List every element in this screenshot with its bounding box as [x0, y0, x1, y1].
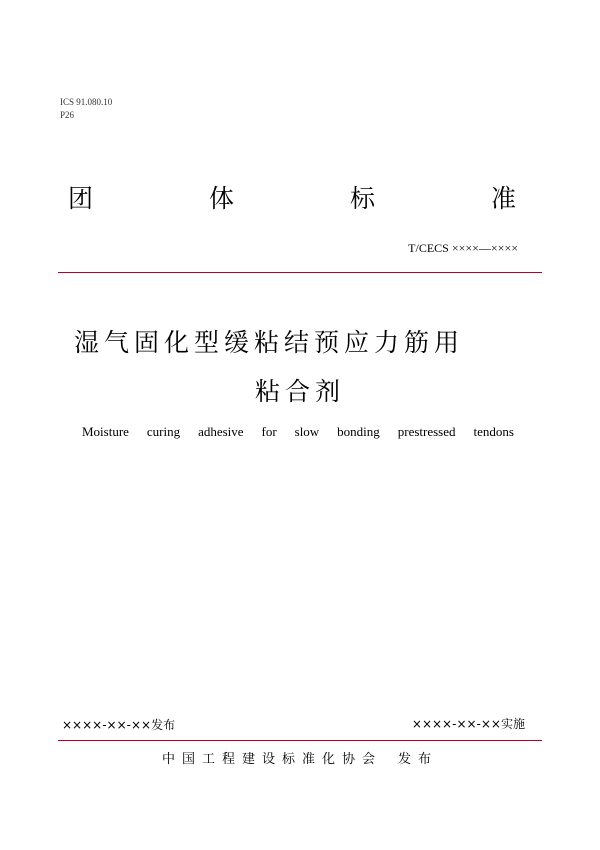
title-en [82, 424, 514, 440]
ccs-code: P26 [60, 110, 75, 120]
publisher-line [0, 750, 600, 770]
title-en-word: slow [294, 424, 320, 439]
title-en-word: Moisture [82, 424, 129, 439]
standard-type-char: 团 [68, 184, 94, 213]
top-divider [58, 272, 542, 273]
publisher-action: 发布 [398, 752, 439, 767]
title-en-word: bonding [337, 424, 380, 439]
title-en-word: for [261, 424, 277, 439]
publisher-org: 中国工程建设标准化协会 [161, 752, 382, 767]
standard-type-heading [68, 183, 516, 215]
title-en-word: tendons [473, 424, 514, 439]
standard-type-char: 准 [490, 184, 516, 213]
title-cn-line2: 粘合剂 [254, 377, 345, 406]
title-en-word: prestressed [397, 424, 456, 439]
bottom-divider [58, 740, 542, 741]
issue-date: ××××-××-××发布 [62, 718, 176, 732]
classification-codes [60, 96, 112, 122]
implementation-date: ××××-××-××实施 [411, 717, 525, 731]
title-cn-line1: 湿气固化型缓粘结预应力筋用 [74, 328, 465, 357]
standard-type-char: 体 [208, 184, 234, 213]
title-en-word: adhesive [198, 424, 244, 439]
ics-code: ICS 91.080.10 [60, 97, 113, 107]
standard-number: T/CECS ××××—×××× [408, 241, 518, 255]
standard-type-char: 标 [349, 184, 375, 213]
title-en-word: curing [146, 424, 181, 439]
